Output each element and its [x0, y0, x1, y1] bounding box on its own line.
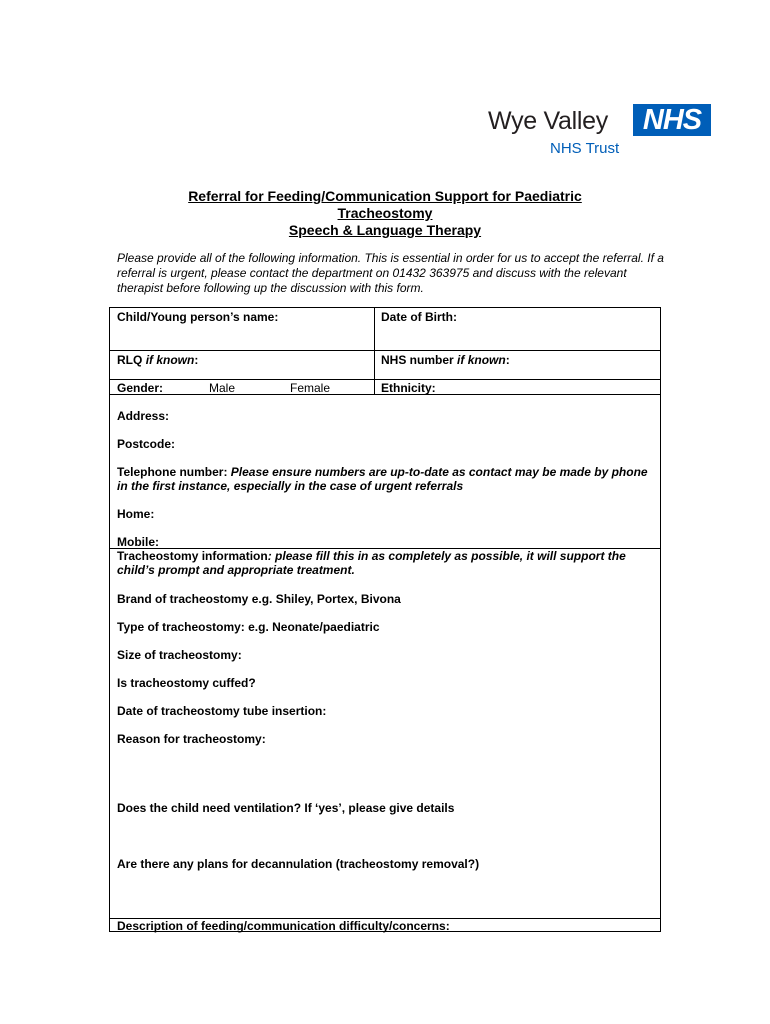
referral-form-table: [109, 307, 661, 932]
trach-cuffed-field[interactable]: Is tracheostomy cuffed?: [117, 676, 256, 690]
nhs-colon: :: [505, 353, 510, 367]
telephone-field[interactable]: [117, 465, 657, 493]
trach-reason-field[interactable]: Reason for tracheostomy:: [117, 732, 266, 746]
child-name-field[interactable]: Child/Young person’s name:: [117, 310, 279, 324]
nhs-number-field[interactable]: [381, 353, 510, 367]
row-divider: [110, 350, 660, 351]
tracheostomy-heading-label: Tracheostomy information: [117, 549, 268, 563]
rlq-if-known: if known: [145, 353, 195, 367]
tracheostomy-heading: [117, 549, 657, 577]
address-field[interactable]: Address:: [117, 409, 170, 423]
form-title-line-3: Speech & Language Therapy: [288, 222, 482, 238]
rlq-label: RLQ: [117, 353, 143, 367]
trach-size-field[interactable]: Size of tracheostomy:: [117, 648, 242, 662]
ethnicity-field[interactable]: Ethnicity:: [381, 381, 436, 395]
form-title-line-1: Referral for Feeding/Communication Support for Paediatric: [188, 188, 582, 204]
trach-insertion-date-field[interactable]: Date of tracheostomy tube insertion:: [117, 704, 327, 718]
rlq-field[interactable]: [117, 353, 198, 367]
trust-logo: [486, 104, 712, 158]
logo-trust-name: NHS Trust: [550, 140, 620, 157]
mobile-phone-field[interactable]: Mobile:: [117, 535, 159, 549]
intro-text: Please provide all of the following information. This is essential in order for us to accept the referral. If a referral is urgent, please contact the department on 01432 363975 and discuss with the relevant therapist before following up the discussion with this form.: [117, 251, 664, 295]
nhs-number-label: NHS number: [381, 353, 454, 367]
nhs-badge: NHS: [633, 104, 711, 136]
telephone-note: Please ensure numbers are up-to-date as contact may be made by phone in the first instance, especially in the case of urgent referrals: [117, 465, 648, 493]
decannulation-field[interactable]: Are there any plans for decannulation (tracheostomy removal?): [117, 857, 480, 871]
telephone-label: Telephone number:: [117, 465, 228, 479]
row-divider: [110, 379, 660, 380]
logo-org-name: Wye Valley: [488, 107, 608, 135]
nhs-if-known: if known: [457, 353, 506, 367]
rlq-colon: :: [194, 353, 199, 367]
postcode-field[interactable]: Postcode:: [117, 437, 176, 451]
tracheostomy-heading-note: : please fill this in as completely as possible, it will support the child’s prompt and appropriate treatment.: [117, 549, 626, 577]
description-field[interactable]: Description of feeding/communication difficulty/concerns:: [117, 919, 450, 933]
dob-field[interactable]: Date of Birth:: [381, 310, 457, 324]
trach-type-field[interactable]: Type of tracheostomy: e.g. Neonate/paediatric: [117, 620, 380, 634]
gender-option-female[interactable]: Female: [290, 381, 331, 395]
gender-label: Gender:: [117, 381, 164, 395]
gender-option-male[interactable]: Male: [209, 381, 236, 395]
form-title-line-2: Tracheostomy: [337, 205, 433, 221]
trach-brand-field[interactable]: Brand of tracheostomy e.g. Shiley, Portex, Bivona: [117, 592, 401, 606]
ventilation-field[interactable]: Does the child need ventilation? If ‘yes’, please give details: [117, 801, 455, 815]
home-phone-field[interactable]: Home:: [117, 507, 155, 521]
column-divider: [374, 308, 375, 394]
